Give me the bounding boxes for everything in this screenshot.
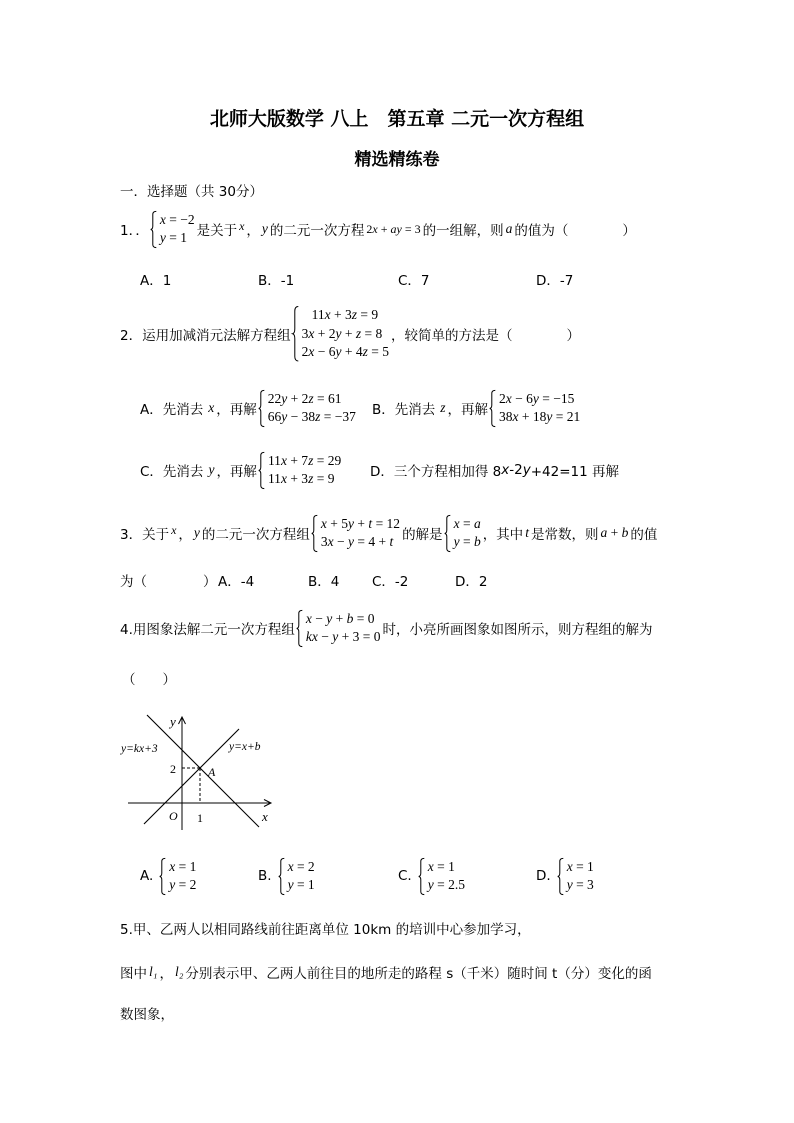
equation-row: x = 2	[287, 858, 315, 874]
stem-text: 的二元一次方程组	[201, 527, 310, 543]
variable-y: y	[208, 462, 215, 477]
stem-text: ，	[246, 223, 260, 239]
brace-shape	[258, 390, 265, 427]
brace-shape	[278, 858, 285, 895]
stem-text: 时，小亮所画图象如图所示，则方程组的解为	[382, 622, 653, 638]
stem-text: 的二元一次方程	[269, 223, 365, 239]
equation-row: y = 2.5	[427, 877, 465, 892]
equation-row: 3x + 2y + z = 8	[301, 325, 383, 341]
equation-row: 11x + 3z = 9	[267, 471, 335, 486]
stem-text: 是常数，则	[530, 527, 599, 543]
brace	[557, 858, 564, 895]
equation-system	[258, 390, 356, 427]
y-tick-label: 2	[170, 762, 176, 776]
variable-x: x	[208, 400, 215, 415]
stem-text: 3．关于	[120, 527, 170, 543]
equation-system	[150, 211, 195, 248]
brace	[489, 390, 496, 427]
line-l2-label: l₂	[174, 964, 184, 979]
equation-row: x = −2	[159, 211, 195, 227]
equation-row: 3x − y = 4 + t	[320, 534, 394, 549]
equation-rows	[496, 390, 580, 427]
brace	[278, 858, 285, 895]
intersection-point-label: A	[208, 765, 216, 779]
variable-x: x	[171, 522, 177, 537]
equation-row: x = 1	[566, 858, 594, 874]
brace-shape	[296, 610, 303, 647]
stem-text: 4.用图象法解二元一次方程组	[120, 622, 295, 638]
equation-rows	[265, 390, 356, 427]
equation-row: 66y − 38z = −37	[267, 409, 356, 424]
y-axis-label: y	[170, 714, 176, 729]
brace	[296, 610, 303, 647]
q4-figure	[118, 712, 283, 836]
brace	[258, 390, 265, 427]
brace	[444, 515, 451, 552]
equation-system	[296, 610, 381, 647]
brace	[258, 452, 265, 489]
equation-system	[311, 515, 400, 552]
option-text: B．先消去	[372, 402, 436, 418]
brace-shape	[150, 211, 157, 248]
brace-shape	[159, 858, 166, 895]
variable-y: y	[193, 525, 200, 540]
variable-x: x	[239, 218, 245, 233]
stem-text: 图中	[120, 966, 147, 982]
equation-row: x = 1	[427, 858, 455, 874]
question-number: 1．．	[120, 223, 149, 239]
equation-row: y = 2	[169, 877, 197, 892]
x-tick-label: 1	[197, 811, 203, 825]
option-text: ，再解	[216, 402, 257, 418]
equation-system	[258, 452, 341, 489]
variable-y: y	[261, 221, 268, 236]
option-text: ，再解	[447, 402, 489, 418]
equation-row: kx − y + 3 = 0	[305, 629, 381, 644]
brace	[159, 858, 166, 895]
stem-text: 是关于	[196, 223, 238, 239]
equation-system	[557, 858, 594, 895]
equation-system	[489, 390, 580, 427]
option-text: C．先消去	[140, 464, 204, 480]
option-label: A.	[140, 868, 154, 884]
line-2-label: y=x+b	[229, 741, 261, 753]
line-y-x-plus-b	[144, 729, 239, 824]
line-1-label: y=kx+3	[121, 743, 158, 755]
option-text: ，再解	[216, 464, 257, 480]
stem-text: 的一组解，则	[422, 223, 504, 239]
equation-rows	[318, 515, 400, 552]
equation-system	[159, 858, 196, 895]
brace-shape	[292, 306, 299, 362]
equation-rows	[451, 515, 481, 552]
stem-text: ，其中	[482, 527, 524, 543]
line-y-kx-plus-3	[147, 715, 259, 827]
solution-system	[444, 515, 481, 552]
brace	[292, 306, 299, 362]
equation-row: 2x − 6y = −15	[499, 390, 575, 406]
stem-text: ，	[178, 527, 192, 543]
equation-rows	[425, 858, 465, 895]
equation-rows	[299, 306, 389, 362]
variable-z: z	[440, 400, 446, 415]
inline-expression: a + b	[600, 524, 629, 540]
equation-rows	[285, 858, 315, 895]
equation-row: 38x + 18y = 21	[499, 409, 581, 424]
equation-rows	[157, 211, 195, 248]
origin-label: O	[169, 809, 178, 823]
equation-rows	[265, 452, 341, 489]
equation-row: 22y + 2z = 61	[267, 390, 342, 406]
option-label: B.	[258, 868, 272, 884]
option-label: C.	[398, 868, 412, 884]
variable-a: a	[505, 221, 513, 236]
line-l1-label: l₁	[149, 964, 158, 979]
inline-equation: 2x + ay = 3	[366, 221, 421, 236]
variable-t: t	[525, 525, 529, 540]
equation-rows	[564, 858, 594, 895]
equation-row: y = 3	[566, 877, 594, 892]
equation-row: y = 1	[159, 230, 187, 245]
equation-row: 11x + 7z = 29	[267, 452, 342, 468]
equation-system	[292, 306, 389, 362]
stem-text: ，	[159, 966, 173, 982]
stem-text: 的值	[630, 527, 658, 543]
brace	[418, 858, 425, 895]
equation-system	[278, 858, 315, 895]
stem-text: 2．运用加减消元法解方程组	[120, 328, 291, 344]
equation-rows	[166, 858, 196, 895]
brace-shape	[444, 515, 451, 552]
brace-shape	[489, 390, 496, 427]
equation-row: x = a	[453, 515, 481, 531]
stem-text: 的值为（ ）	[514, 223, 636, 239]
equation-row: y = 1	[287, 877, 315, 892]
stem-text: ，较简单的方法是（ ）	[390, 328, 580, 344]
equation-system	[418, 858, 465, 895]
equation-row: x − y + b = 0	[305, 610, 375, 626]
brace-shape	[311, 515, 318, 552]
brace-shape	[418, 858, 425, 895]
brace	[150, 211, 157, 248]
stem-text: 分别表示甲、乙两人前往目的地所走的路程 s（千米）随时间 t（分）变化的函	[185, 966, 652, 982]
x-axis-label: x	[262, 809, 268, 824]
brace-shape	[258, 452, 265, 489]
option-label: D.	[536, 868, 551, 884]
equation-rows	[303, 610, 381, 647]
equation-row: 2x − 6y + 4z = 5	[301, 344, 389, 360]
equation-row: 11x + 3z = 9	[311, 307, 379, 323]
brace	[311, 515, 318, 552]
brace-shape	[557, 858, 564, 895]
option-text: A．先消去	[140, 402, 204, 418]
equation-row: y = b	[453, 534, 481, 549]
equation-row: x = 1	[169, 858, 197, 874]
stem-text: 的解是	[402, 527, 443, 543]
equation-row: x + 5y + t = 12	[320, 515, 401, 531]
